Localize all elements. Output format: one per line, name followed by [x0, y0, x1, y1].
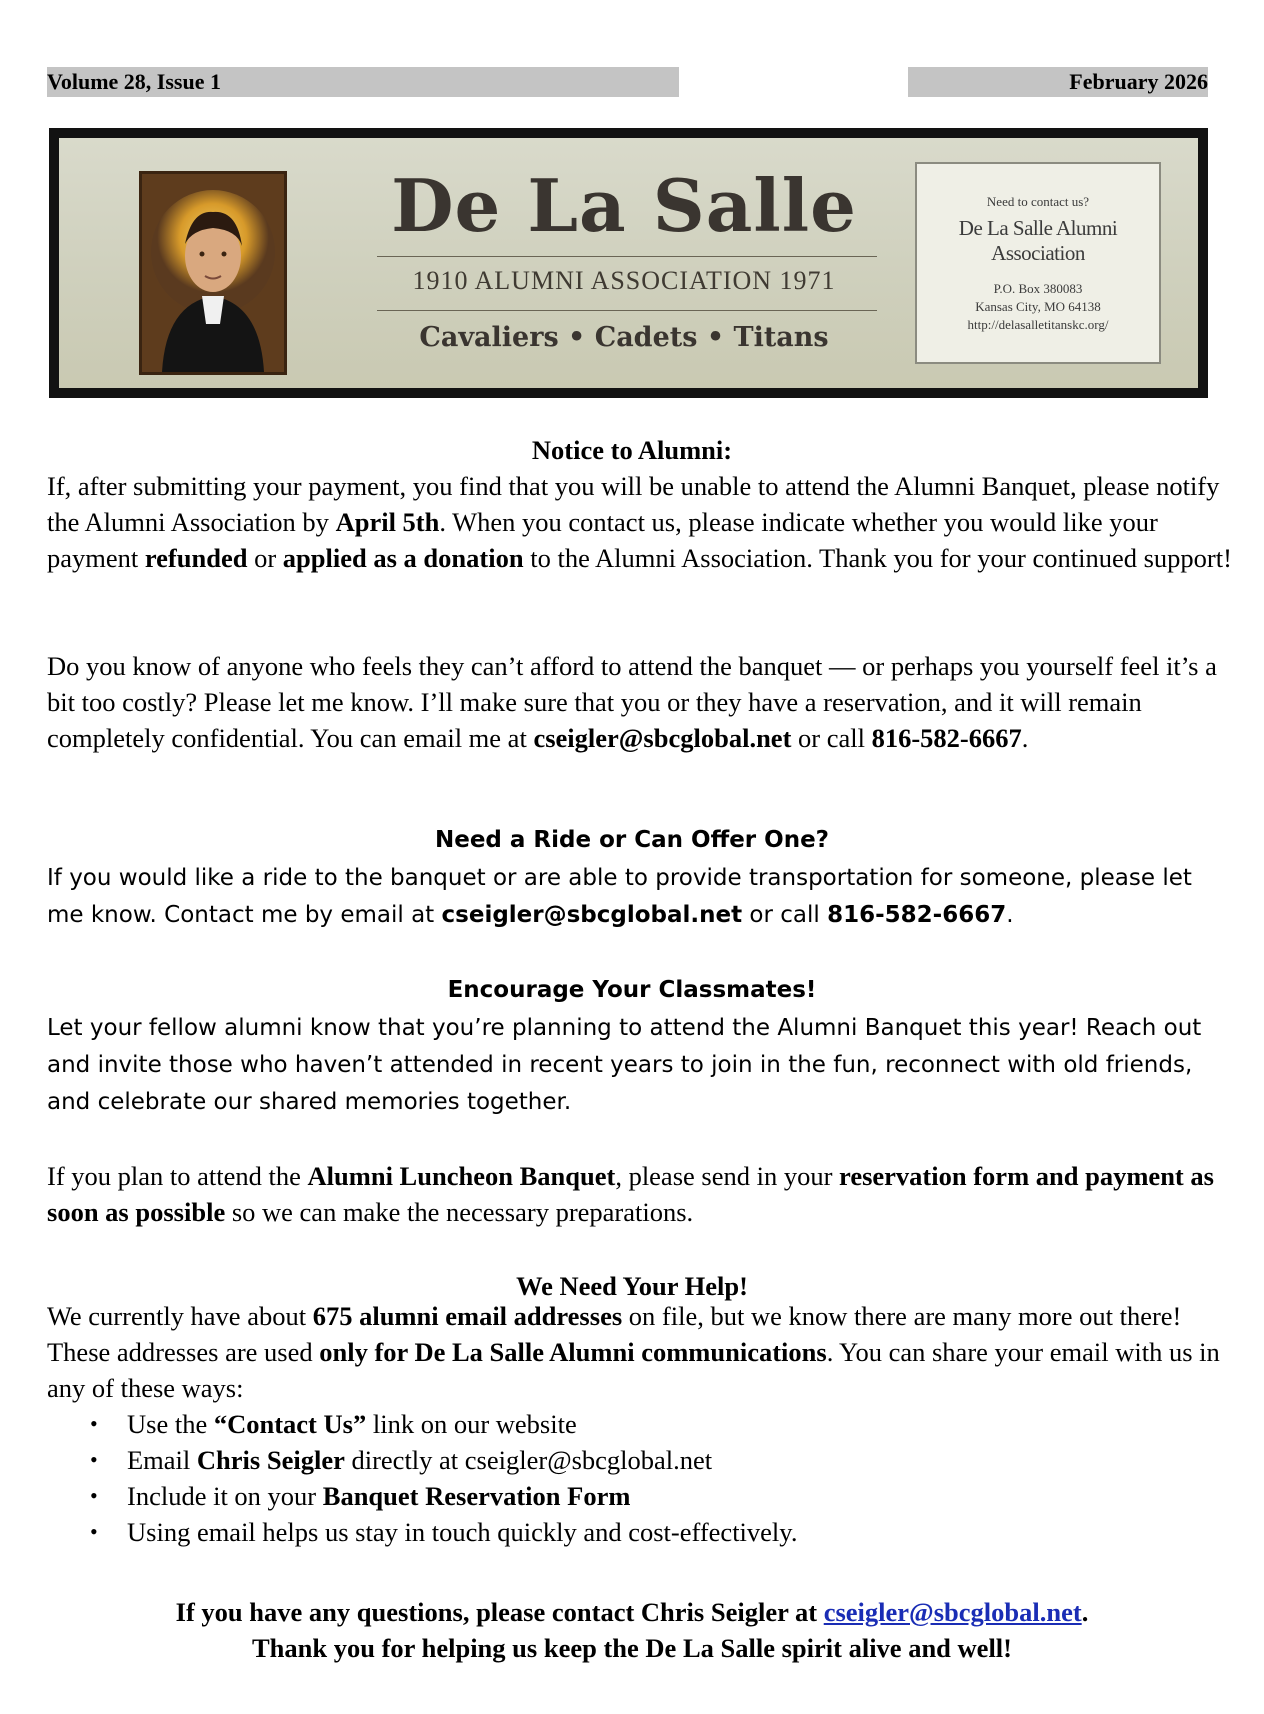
masthead-banner — [49, 128, 1208, 398]
encourage-heading: Encourage Your Classmates! — [447, 977, 817, 1003]
closing-line-2: Thank you for helping us keep the De La Salle spirit alive and well! — [251, 1633, 1012, 1663]
issue-date: February 2026 — [908, 67, 1208, 97]
help-heading: We Need Your Help! — [516, 1271, 748, 1301]
reservation-paragraph: If you plan to attend the Alumni Luncheon Banquet, please send in your reservation form and payment as soon as possible so we can make the necessary preparations. — [47, 1161, 1214, 1227]
banner-rule-bottom — [377, 310, 877, 311]
closing-line-1: If you have any questions, please contact Chris Seigler at cseigler@sbcglobal.net. — [175, 1597, 1089, 1627]
afford-phone[interactable]: 816-582-6667 — [871, 723, 1022, 753]
list-item: • Include it on your Banquet Reservation Form — [47, 1478, 797, 1514]
list-item: • Using email helps us stay in touch quickly and cost-effectively. — [47, 1514, 797, 1550]
banner-rule-top — [377, 256, 877, 257]
afford-email[interactable]: cseigler@sbcglobal.net — [533, 723, 792, 753]
help-paragraph: We currently have about 675 alumni email addresses on file, but we know there are many more out there! These addresses are used only for De La Salle Alumni communications. You can share your email with us in any of these ways: — [47, 1301, 1220, 1403]
banner-subtitle: 1910 ALUMNI ASSOCIATION 1971 — [412, 266, 836, 295]
ride-paragraph: If you would like a ride to the banquet or are able to provide transportation for someone, please let me know. Contact me by email at cseigler@sbcglobal.net or call 816-582-6667. — [47, 865, 1192, 928]
afford-paragraph: Do you know of anyone who feels they can’t afford to attend the banquet — or perhaps you yourself feel it’s a bit too costly? Please let me know. I’ll make sure that you or they have a reservation, and it will remain completely confidential. You can email me at cseigler@sbcglobal.net or call 816-582-6667. — [47, 651, 1217, 753]
contact-org: De La Salle Alumni Association — [958, 216, 1118, 265]
ride-phone[interactable]: 816-582-6667 — [827, 902, 1007, 928]
masthead-inner — [59, 138, 1198, 388]
help-bullet-list — [47, 1406, 797, 1550]
list-item: • Use the “Contact Us” link on our website — [47, 1406, 797, 1442]
contact-box — [915, 162, 1161, 364]
contact-pobox: P.O. Box 380083 — [993, 281, 1083, 296]
volume-issue: Volume 28, Issue 1 — [47, 67, 679, 97]
portrait-image — [139, 171, 287, 375]
contact-city: Kansas City, MO 64138 — [975, 299, 1101, 314]
ride-email[interactable]: cseigler@sbcglobal.net — [441, 902, 743, 928]
contact-url[interactable]: http://delasalletitanskc.org/ — [967, 317, 1109, 332]
ride-heading: Need a Ride or Can Offer One? — [434, 827, 830, 853]
portrait-icon — [142, 174, 284, 372]
banner-mottos: Cavaliers • Cadets • Titans — [419, 322, 829, 353]
notice-heading: Notice to Alumni: — [531, 435, 733, 465]
notice-paragraph: If, after submitting your payment, you find that you will be unable to attend the Alumni Banquet, please notify the Alumni Association by April 5th. When you contact us, please indicate whether you would like your payment refunded or applied as a donation to the Alumni Association. Thank you for your continued support! — [47, 471, 1232, 573]
closing-email-link[interactable]: cseigler@sbcglobal.net — [823, 1597, 1082, 1627]
contact-prompt: Need to contact us? — [986, 194, 1090, 209]
list-item: • Email Chris Seigler directly at cseigler@sbcglobal.net — [47, 1442, 797, 1478]
encourage-paragraph: Let your fellow alumni know that you’re planning to attend the Alumni Banquet this year! Reach out and invite those who haven’t attended in recent years to join in the fun, reconnect with old friends, and celebrate our shared memories together. — [47, 1015, 1202, 1115]
banner-title: De La Salle — [391, 163, 857, 248]
